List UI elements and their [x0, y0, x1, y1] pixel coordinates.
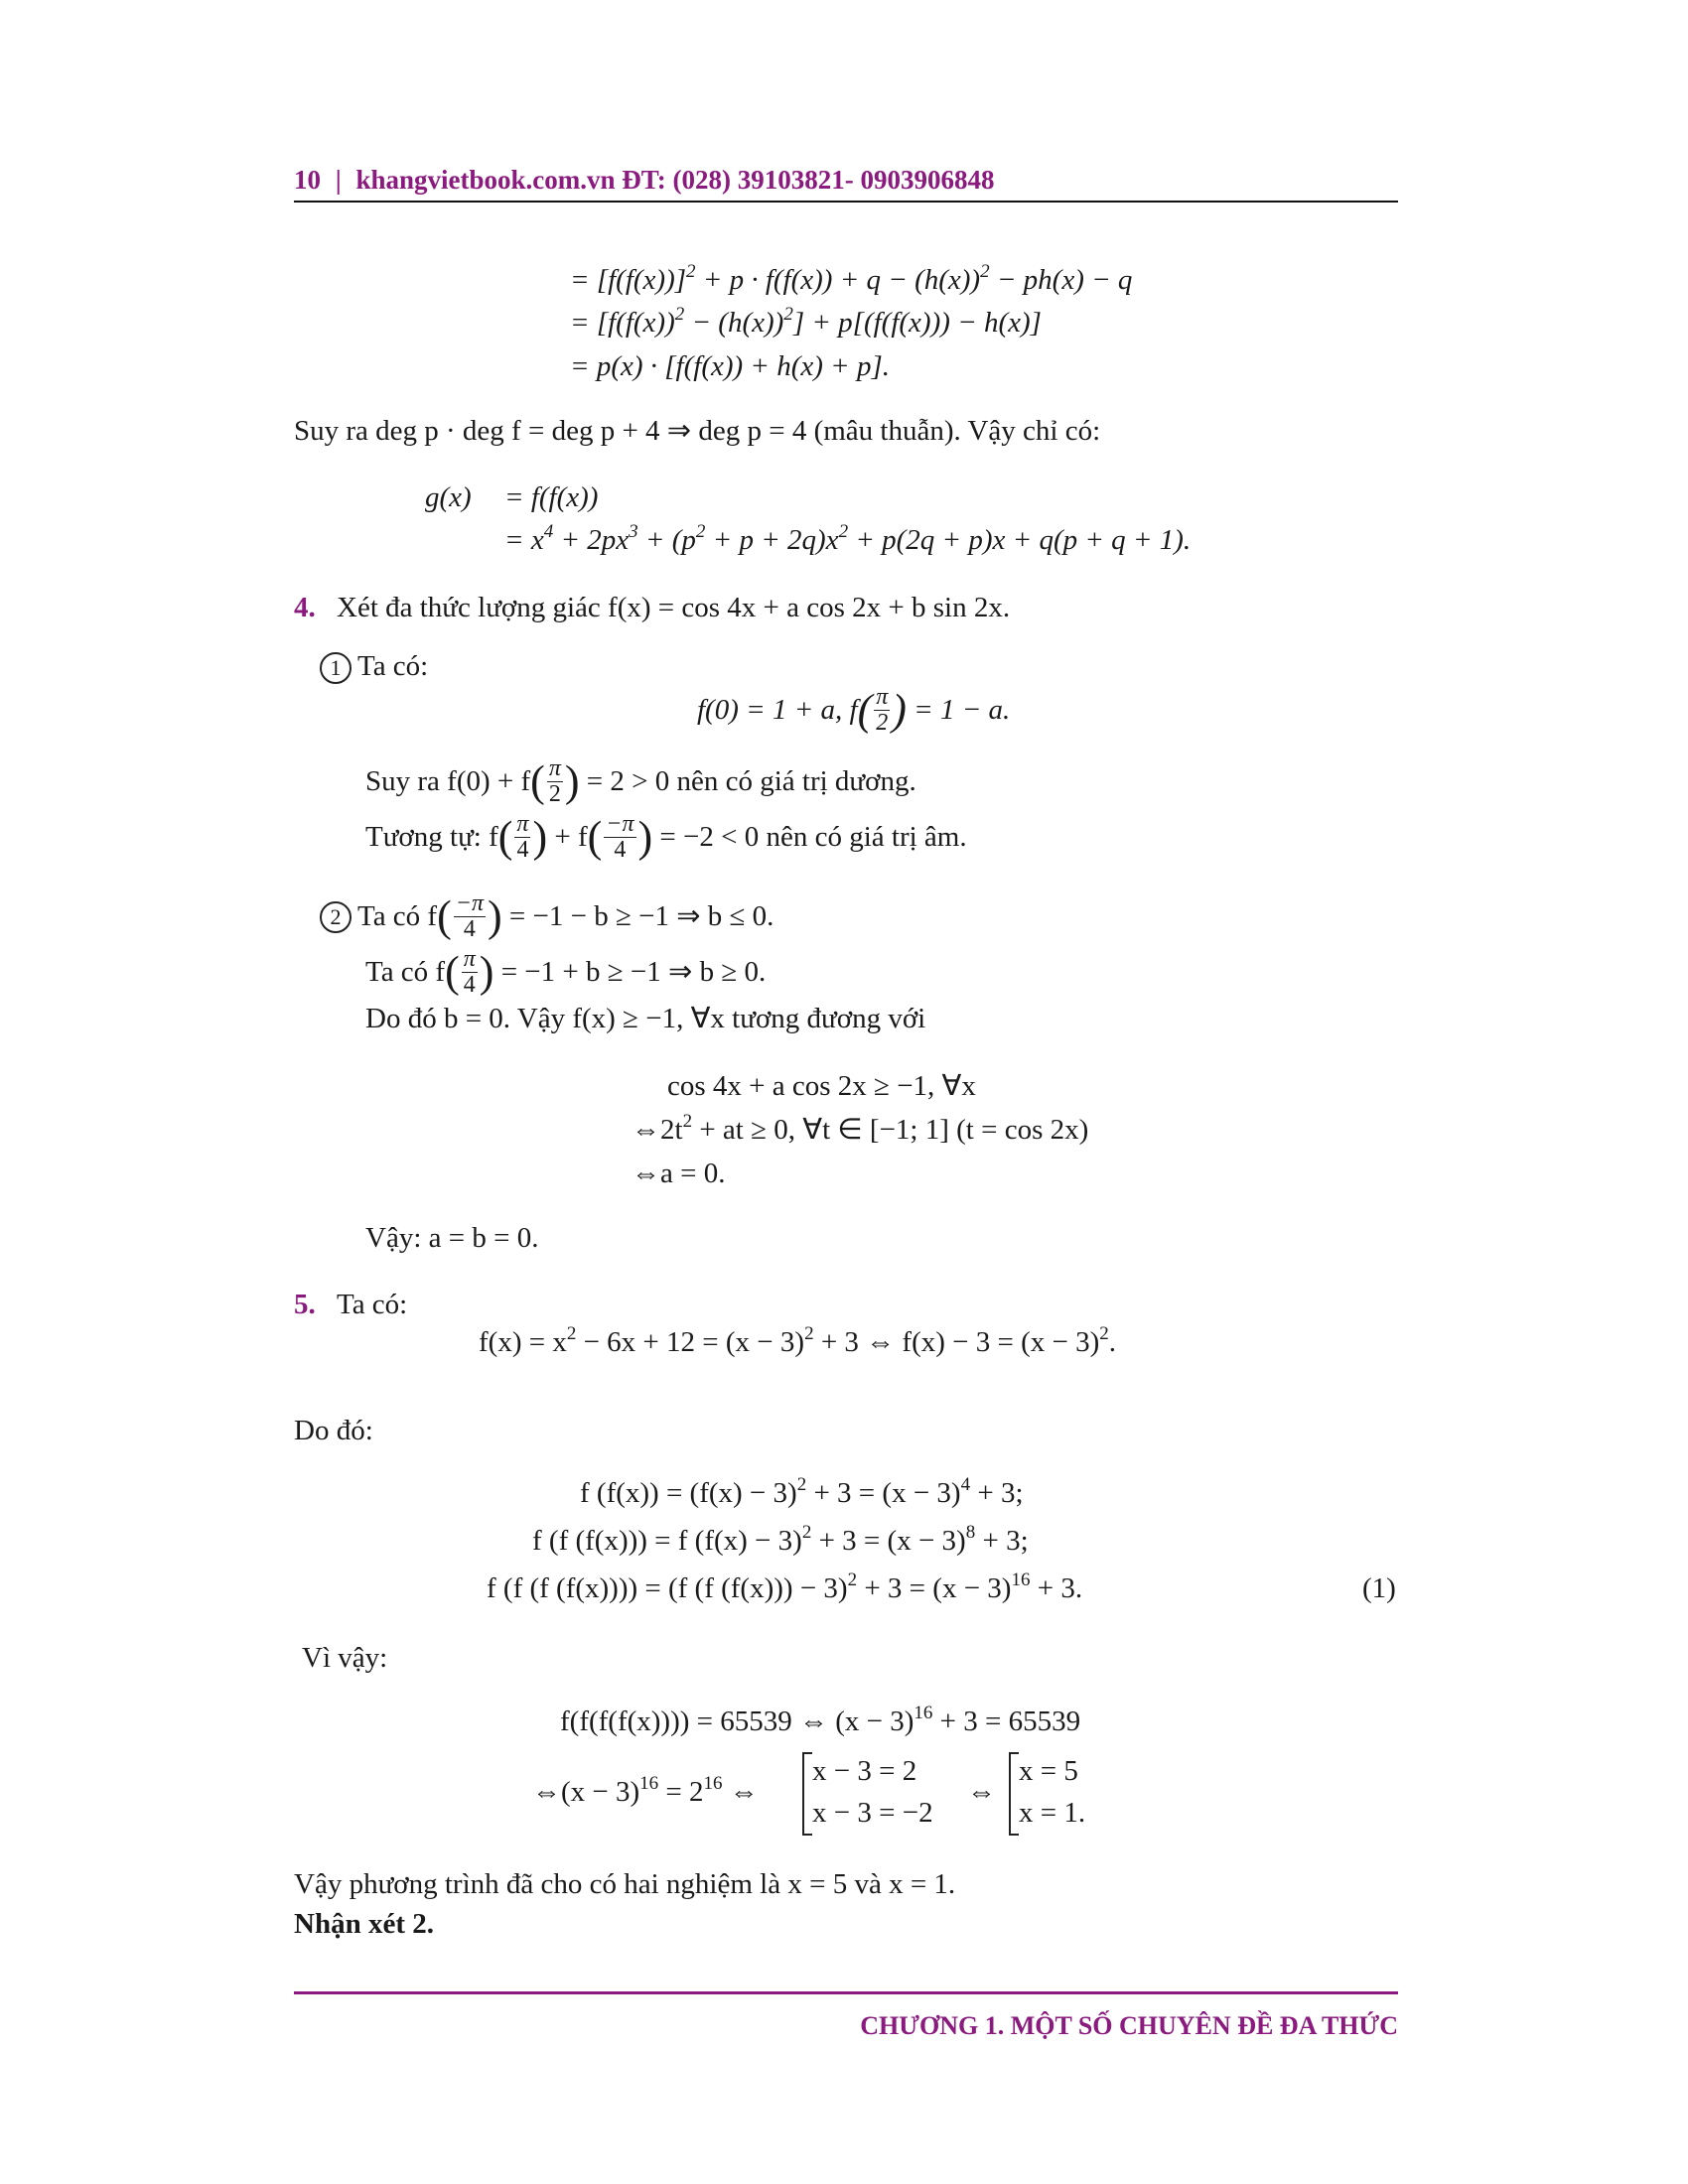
part-2-line-2: Ta có f( $\frac{\pi}{4}$ ) = −1 + b ≥ −1 ⇒ b ≥ 0.	[365, 946, 767, 999]
fx-line: $f(x) = x^2 - 6x + 12 = (x - 3)^2 + 3$ ⇔ $f(x) - 3 = (x - 3)^2$.	[479, 1323, 1117, 1358]
iff-line-2: ⇔a = 0.	[632, 1158, 726, 1189]
part-2-line-1: 2 Ta có f( $\frac{-\pi}{4}$ ) = −1 − b ≥ −1 ⇒ b ≤ 0.	[320, 891, 774, 942]
part-1-heading: 1 Ta có:	[320, 652, 428, 684]
case-2: x − 3 = −2	[812, 1797, 933, 1829]
header-rule	[294, 201, 1398, 203]
tuong-tu-negative: Tương tự: f( $\frac{\pi}{4}$ ) + f( $\frac{-\pi}{4}$ ) = −2 < 0 nên có giá trị âm.	[365, 811, 967, 864]
ff-line-2: f (f (f(x))) = f $(f(x) - 3)^2 + 3 = (x - 3)^8 + 3$;	[532, 1522, 1029, 1557]
page-number: 10	[294, 165, 321, 195]
equation-label: (1)	[1362, 1572, 1396, 1604]
footer-rule	[294, 1991, 1398, 1994]
derivation-line-3: = p(x) · [f(f(x)) + h(x) + p].	[570, 350, 891, 382]
cos-inequality: cos 4x + a cos 2x ≥ −1, ∀x	[667, 1070, 976, 1102]
vi-vay-label: Vì vậy:	[302, 1642, 388, 1674]
problem-4-number: 4.	[294, 592, 316, 623]
solution-step: ⇔(x − $3)^{16} = 2^{16}$ ⇔	[532, 1773, 759, 1808]
problem-5	[294, 1291, 407, 1319]
page-header	[294, 165, 994, 196]
derivation-line-2: = $[f(f(x))^2 - (h(x))^2] + p[(f(f(x))) - h(x)]$	[570, 304, 1042, 339]
header-separator: |	[335, 165, 342, 195]
case-3: x = 5	[1019, 1755, 1078, 1787]
footer-chapter: CHƯƠNG 1. MỘT SỐ CHUYÊN ĐỀ ĐA THỨC	[860, 2011, 1398, 2040]
g-line-1: = f(f(x))	[504, 481, 599, 513]
suy-ra-deg-text: Suy ra deg p · deg f = deg p + 4 ⇒ deg p = 4 (mâu thuẫn). Vậy chỉ có:	[294, 415, 1101, 447]
do-do-label: Do đó:	[294, 1415, 373, 1446]
problem-4-text: Xét đa thức lượng giác f(x) = cos 4x + a cos 2x + b sin 2x.	[337, 592, 1011, 623]
circled-one-icon: 1	[320, 652, 352, 684]
g-line-2: = $x^4 + 2px^3 + (p^2 + p + 2q)x^2 + p(2q + p)x + q(p + q + 1)$.	[504, 521, 1192, 556]
iff-line-1: $\Leftrightarrow 2t^2$ + at ≥ 0, ∀t ∈ [−1; 1] (t = cos 2x)	[632, 1111, 1089, 1146]
suy-ra-positive: Suy ra f(0) + f( $\frac{\pi}{2}$ ) = 2 > 0 nên có giá trị dương.	[365, 755, 916, 808]
case-4: x = 1.	[1019, 1797, 1086, 1829]
problem-5-number: 5.	[294, 1289, 316, 1320]
vay-ab: Vậy: a = b = 0.	[365, 1222, 539, 1254]
f0-line: f(0) = 1 + a, f( $\frac{\pi}{2}$ ) = 1 − a.	[697, 684, 1011, 737]
ff-line-3: f (f (f (f(x)))) = (f (f $(f(x))) - 3)^2 + 3 = (x - 3)^{16} + 3$.	[487, 1570, 1083, 1604]
conclusion-text: Vậy phương trình đã cho có hai nghiệm là x = 5 và x = 1.	[294, 1868, 956, 1900]
ff-line-1: f $(f(x)) = (f(x) - 3)^2 + 3 = (x - 3)^4 + 3$;	[580, 1474, 1024, 1509]
problem-4	[294, 594, 1010, 622]
do-do-text: Do đó b = 0. Vậy f(x) ≥ −1, ∀x tương đương với	[365, 1003, 926, 1034]
iff-arrow: ⇔	[967, 1776, 996, 1808]
case-bracket-2	[1009, 1752, 1019, 1836]
main-equation: f(f(f(f(x)))) = 65539 ⇔ $(x - 3)^{16} + 3 = 65539$	[560, 1703, 1081, 1737]
derivation-line-1: = $[f(f(x))]^2 + p \cdot f(f(x)) + q - (h(x))^2 - ph(x) - q$	[570, 261, 1133, 296]
g-lhs: g(x)	[425, 481, 472, 513]
case-bracket-1	[802, 1752, 812, 1836]
case-1: x − 3 = 2	[812, 1755, 917, 1787]
problem-5-text: Ta có:	[337, 1289, 408, 1320]
circled-two-icon: 2	[320, 901, 352, 933]
remark-heading: Nhận xét 2.	[294, 1908, 434, 1940]
header-site: khangvietbook.com.vn ĐT: (028) 39103821- 0903906848	[355, 165, 995, 195]
